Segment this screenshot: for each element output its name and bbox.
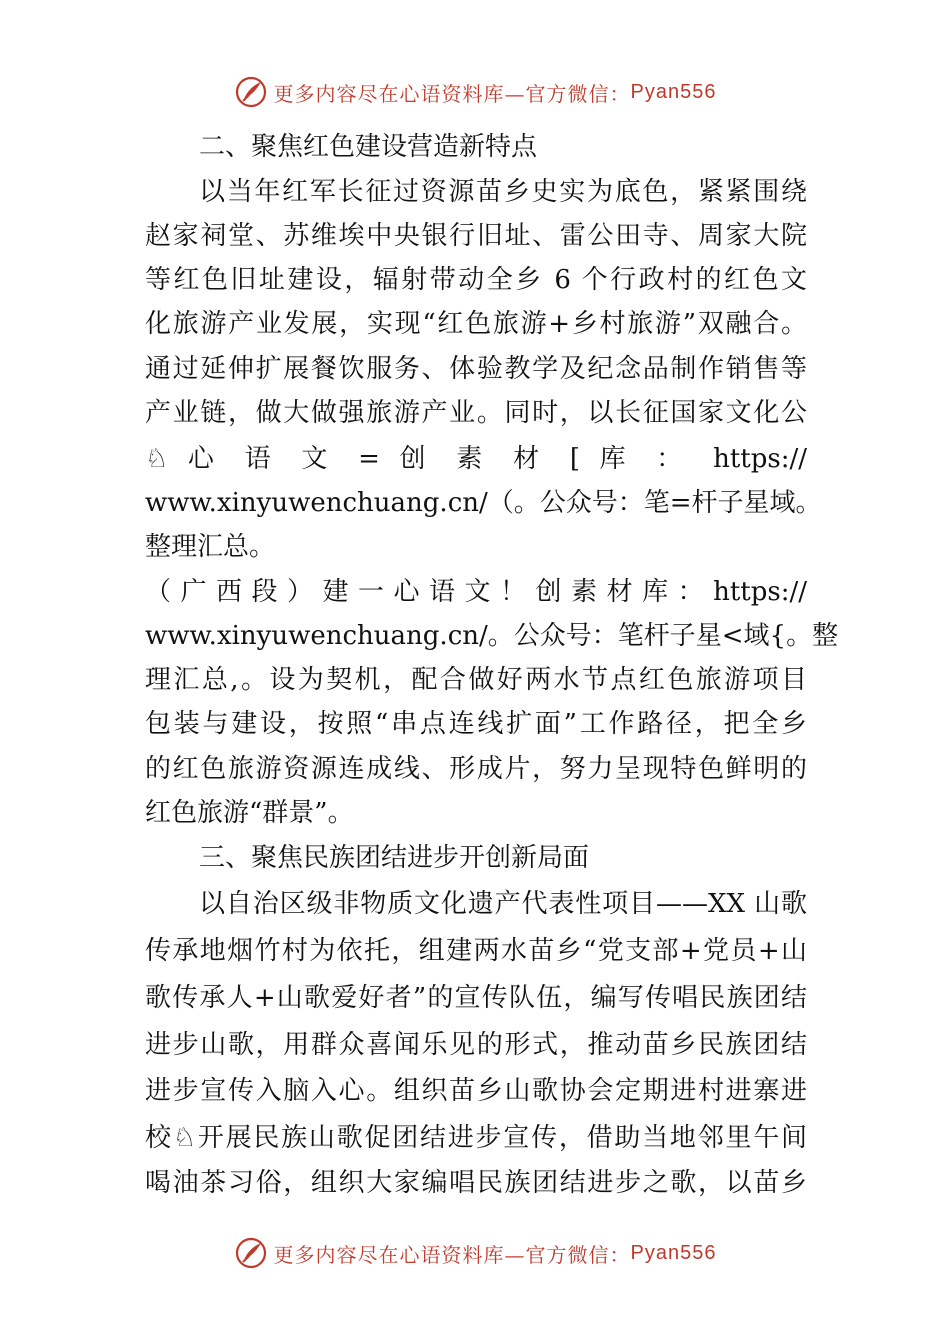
paragraph-line: 喝油茶习俗，组织大家编唱民族团结进步之歌，以苗乡 <box>145 1168 807 1198</box>
watermark-line: www.xinyuwenchuang.cn/（。公众号：笔=杆子星域。 <box>145 488 822 518</box>
paragraph-line: 进步宣传入脑入心。组织苗乡山歌协会定期进村进寨进 <box>145 1076 807 1106</box>
footer-banner <box>0 1231 950 1275</box>
watermark-line: ♘ 心 语 文 = 创 素 材 [ 库 ： https:// <box>145 444 807 474</box>
paragraph-line: 校♘开展民族山歌促团结进步宣传，借助当地邻里午间 <box>145 1123 807 1153</box>
paragraph-line: 等红色旧址建设，辐射带动全乡 6 个行政村的红色文 <box>145 265 807 295</box>
section-heading-3: 三、聚焦民族团结进步开创新局面 <box>199 843 590 873</box>
watermark-line: （广西段）建一心语文！创素材库：https:// <box>145 577 807 607</box>
paragraph-line: 以当年红军长征过资源苗乡史实为底色，紧紧围绕 <box>199 177 807 207</box>
watermark-line: www.xinyuwenchuang.cn/。公众号：笔杆子星<域{。整 <box>145 621 839 651</box>
paragraph-line: 传承地烟竹村为依托，组建两水苗乡“党支部+党员+山 <box>145 936 807 966</box>
paragraph-line: 赵家祠堂、苏维埃中央银行旧址、雷公田寺、周家大院 <box>145 221 807 251</box>
feather-pen-logo-icon <box>234 75 268 109</box>
paragraph-line: 的红色旅游资源连成线、形成片，努力呈现特色鲜明的 <box>145 754 807 784</box>
paragraph-line: 理汇总,。设为契机，配合做好两水节点红色旅游项目 <box>145 665 807 695</box>
banner-wechat-id: Pyan556 <box>630 1241 717 1264</box>
paragraph-line: 以自治区级非物质文化遗产代表性项目——XX 山歌 <box>199 889 807 919</box>
header-banner <box>0 70 950 114</box>
banner-text: 更多内容尽在心语资料库—官方微信： <box>273 81 631 106</box>
feather-pen-logo-icon <box>234 1236 268 1270</box>
paragraph-line: 产业链，做大做强旅游产业。同时，以长征国家文化公 <box>145 398 807 428</box>
section-heading-2: 二、聚焦红色建设营造新特点 <box>199 132 538 162</box>
banner-wechat-id: Pyan556 <box>630 80 717 103</box>
banner-text: 更多内容尽在心语资料库—官方微信： <box>273 1242 631 1267</box>
paragraph-line: 通过延伸扩展餐饮服务、体验教学及纪念品制作销售等 <box>145 354 807 384</box>
paragraph-line: 红色旅游“群景”。 <box>145 798 354 828</box>
paragraph-line: 包装与建设，按照“串点连线扩面”工作路径，把全乡 <box>145 709 807 739</box>
paragraph-line: 进步山歌，用群众喜闻乐见的形式，推动苗乡民族团结 <box>145 1030 807 1060</box>
paragraph-line: 整理汇总。 <box>145 532 276 562</box>
paragraph-line: 歌传承人+山歌爱好者”的宣传队伍，编写传唱民族团结 <box>145 983 807 1013</box>
paragraph-line: 化旅游产业发展，实现“红色旅游+乡村旅游”双融合。 <box>145 309 807 339</box>
